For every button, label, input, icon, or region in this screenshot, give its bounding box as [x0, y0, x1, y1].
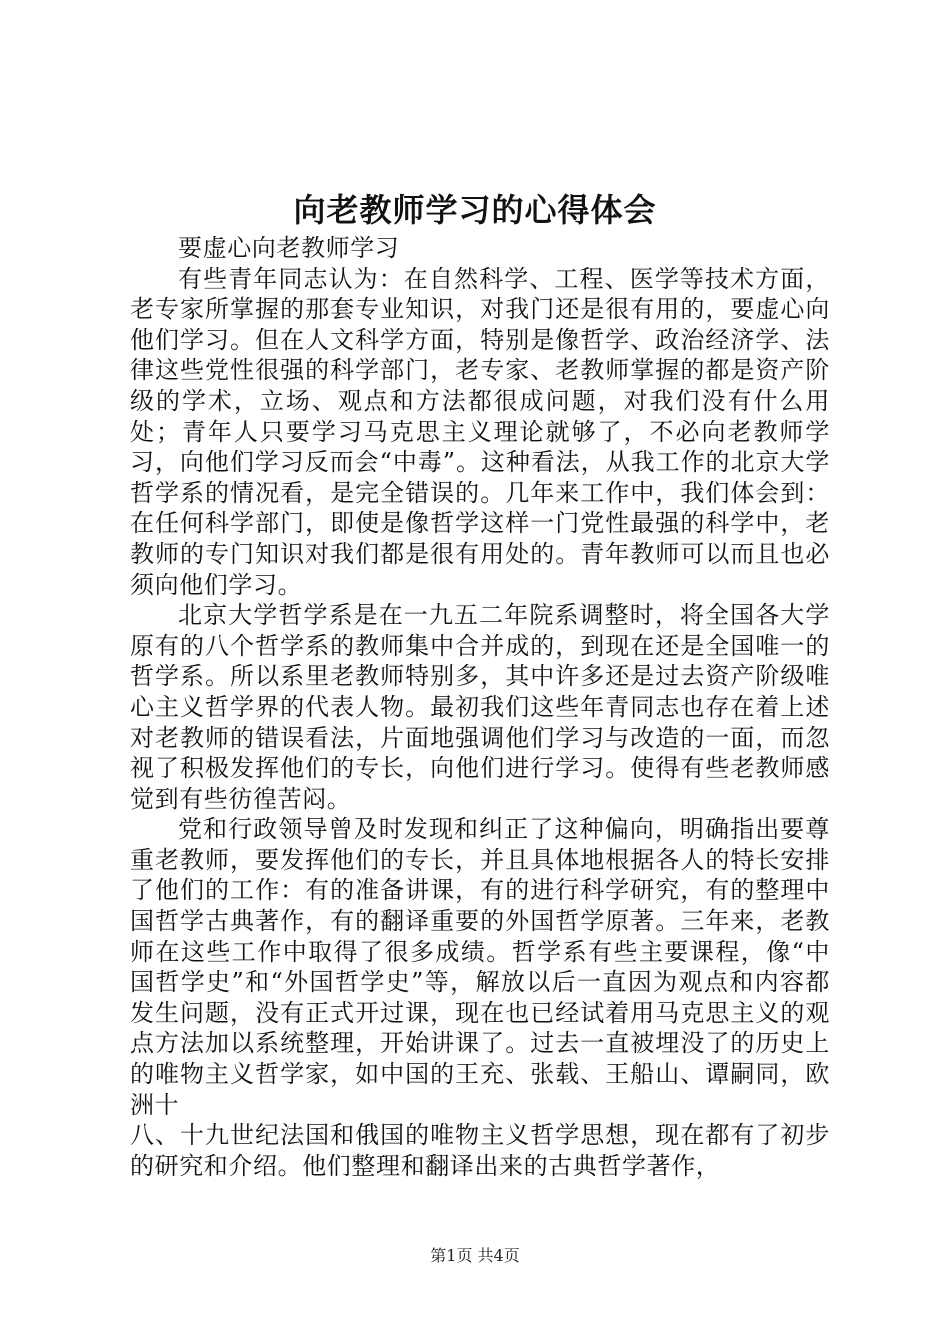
paragraph: 党和行政领导曾及时发现和纠正了这种偏向，明确指出要尊重老教师，要发挥他们的专长，并且具体地根据各人的特长安排了他们的工作：有的准备讲课，有的进行科学研究，有的整理中国哲学古典著作，有的翻译重要的外国哲学原著。三年来，老教师在这些工作中取得了很多成绩。哲学系有些主要课程，像“中国哲学史”和“外国哲学史”等，解放以后一直因为观点和内容都发生问题，没有正式开过课，现在也已经试着用马克思主义的观点方法加以系统整理，开始讲课了。过去一直被埋没了的历史上的唯物主义哲学家，如中国的王充、张载、王船山、谭嗣同，欧洲十: [130, 815, 830, 1119]
paragraph-heading: 要虚心向老教师学习: [178, 234, 400, 262]
document-body: [130, 233, 830, 1181]
paragraph: 有些青年同志认为：在自然科学、工程、医学等技术方面，老专家所掌握的那套专业知识，对我门还是很有用的，要虚心向他们学习。但在人文科学方面，特别是像哲学、政治经济学、法律这些党性很强的科学部门，老专家、老教师掌握的都是资产阶级的学术，立场、观点和方法都很成问题，对我们没有什么用处；青年人只要学习马克思主义理论就够了，不必向老教师学习，向他们学习反而会“中毒”。这种看法，从我工作的北京大学哲学系的情况看，是完全错误的。几年来工作中，我们体会到：在任何科学部门，即使是像哲学这样一门党性最强的科学中，老教师的专门知识对我们都是很有用处的。青年教师可以而且也必须向他们学习。: [130, 264, 830, 599]
paragraph: 八、十九世纪法国和俄国的唯物主义哲学思想，现在都有了初步的研究和介绍。他们整理和翻译出来的古典哲学著作，: [130, 1121, 830, 1180]
paragraph: 北京大学哲学系是在一九五二年院系调整时，将全国各大学原有的八个哲学系的教师集中合并成的，到现在还是全国唯一的哲学系。所以系里老教师特别多，其中许多还是过去资产阶级唯心主义哲学界的代表人物。最初我们这些年青同志也存在着上述对老教师的错误看法，片面地强调他们学习与改造的一面，而忽视了积极发挥他们的专长，向他们进行学习。使得有些老教师感觉到有些彷徨苦闷。: [130, 601, 830, 813]
document-title: 向老教师学习的心得体会: [293, 191, 657, 229]
page-number: 第1页 共4页: [430, 1246, 520, 1265]
